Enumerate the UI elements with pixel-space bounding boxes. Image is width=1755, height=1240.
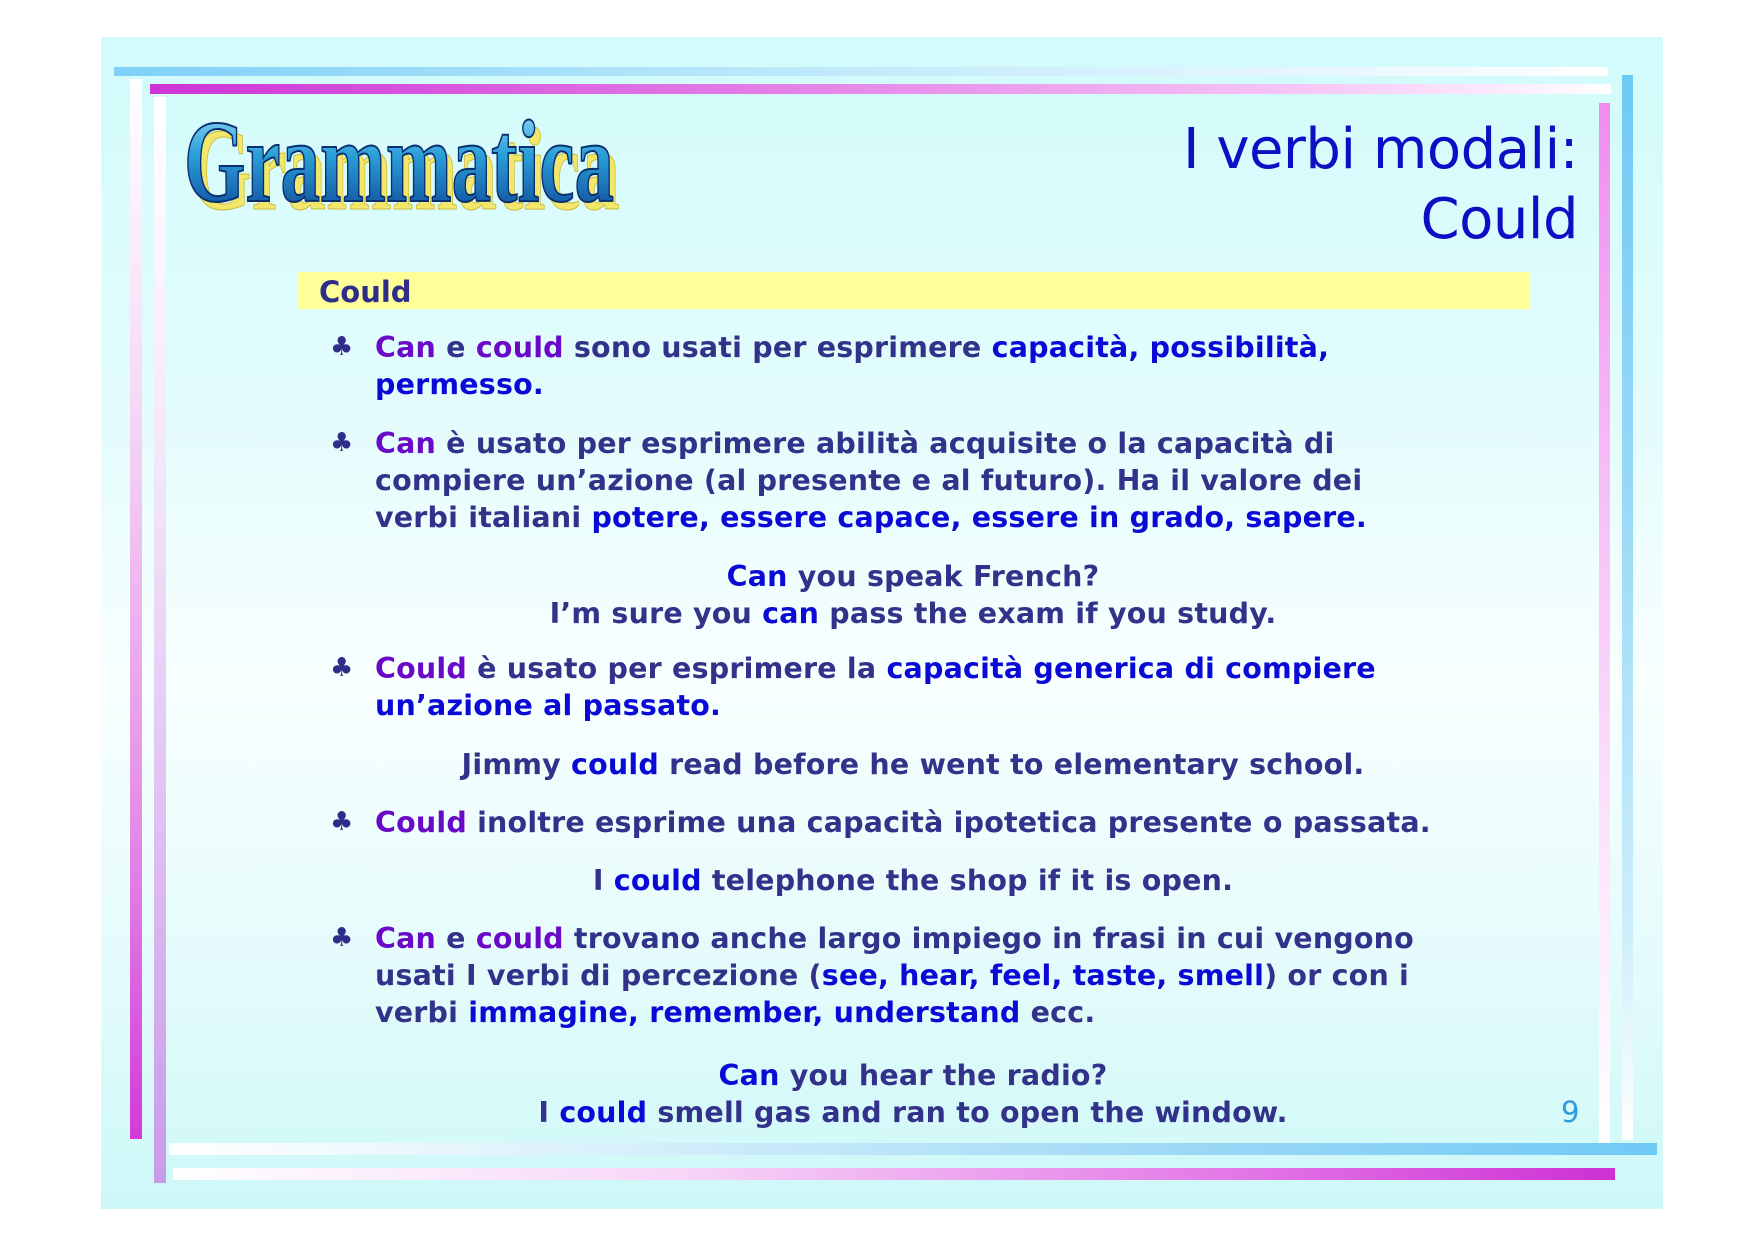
club-bullet-icon: ♣ — [330, 807, 354, 837]
bullet-line: Could è usato per esprimere la capacità generica di compiere — [375, 652, 1376, 685]
decorative-bar-top-pink — [150, 84, 1611, 94]
bullet-line: verbi italiani potere, essere capace, essere in grado, sapere. — [375, 501, 1367, 534]
decorative-bar-bottom-blue — [169, 1143, 1657, 1155]
decorative-bar-left-pink — [130, 79, 142, 1139]
decorative-bar-top-blue — [114, 67, 1608, 76]
bullet-line: compiere un’azione (al presente e al futuro). Ha il valore dei — [375, 464, 1363, 497]
example-sentence — [297, 558, 1529, 632]
logo-text: Grammatica — [184, 97, 614, 227]
example-line: I could telephone the shop if it is open. — [592, 864, 1234, 897]
bullet-line: permesso. — [375, 368, 544, 401]
decorative-bar-right-blue — [1622, 75, 1633, 1140]
bullet-line: Could inoltre esprime una capacità ipotetica presente o passata. — [375, 806, 1431, 839]
slide-title — [1183, 115, 1578, 255]
page-number: 9 — [1561, 1095, 1580, 1129]
bullet-line: Can e could sono usati per esprimere capacità, possibilità, — [375, 331, 1330, 364]
example-line: I’m sure you can pass the exam if you study. — [549, 597, 1277, 630]
example-sentence — [297, 746, 1529, 783]
example-line: I could smell gas and ran to open the window. — [538, 1096, 1288, 1129]
section-label: Could — [319, 275, 412, 309]
bullet-line: usati I verbi di percezione (see, hear, feel, taste, smell) or con i — [375, 959, 1410, 992]
grammatica-wordart-logo — [184, 97, 634, 227]
section-header-bar — [297, 272, 1529, 309]
club-bullet-icon: ♣ — [330, 653, 354, 683]
club-bullet-icon: ♣ — [330, 923, 354, 953]
title-line-1: I verbi modali: — [1183, 117, 1578, 182]
slide — [101, 37, 1663, 1209]
bullet-line: Can è usato per esprimere abilità acquisite o la capacità di — [375, 427, 1335, 460]
example-line: Jimmy could read before he went to elementary school. — [461, 748, 1365, 781]
example-sentence — [297, 862, 1529, 899]
decorative-bar-left-lavender — [154, 97, 166, 1183]
logo-shadow: Grammatica — [190, 104, 620, 227]
title-line-2: Could — [1420, 187, 1578, 252]
decorative-bar-right-pink — [1599, 103, 1610, 1148]
example-line: Can you hear the radio? — [718, 1059, 1108, 1092]
example-sentence — [297, 1057, 1529, 1131]
bullet-line: Can e could trovano anche largo impiego in frasi in cui vengono — [375, 922, 1414, 955]
decorative-bar-bottom-pink — [173, 1168, 1615, 1180]
bullet-line: verbi immagine, remember, understand ecc. — [375, 996, 1096, 1029]
example-line: Can you speak French? — [726, 560, 1100, 593]
club-bullet-icon: ♣ — [330, 332, 354, 362]
club-bullet-icon: ♣ — [330, 428, 354, 458]
bullet-line: un’azione al passato. — [375, 689, 722, 722]
